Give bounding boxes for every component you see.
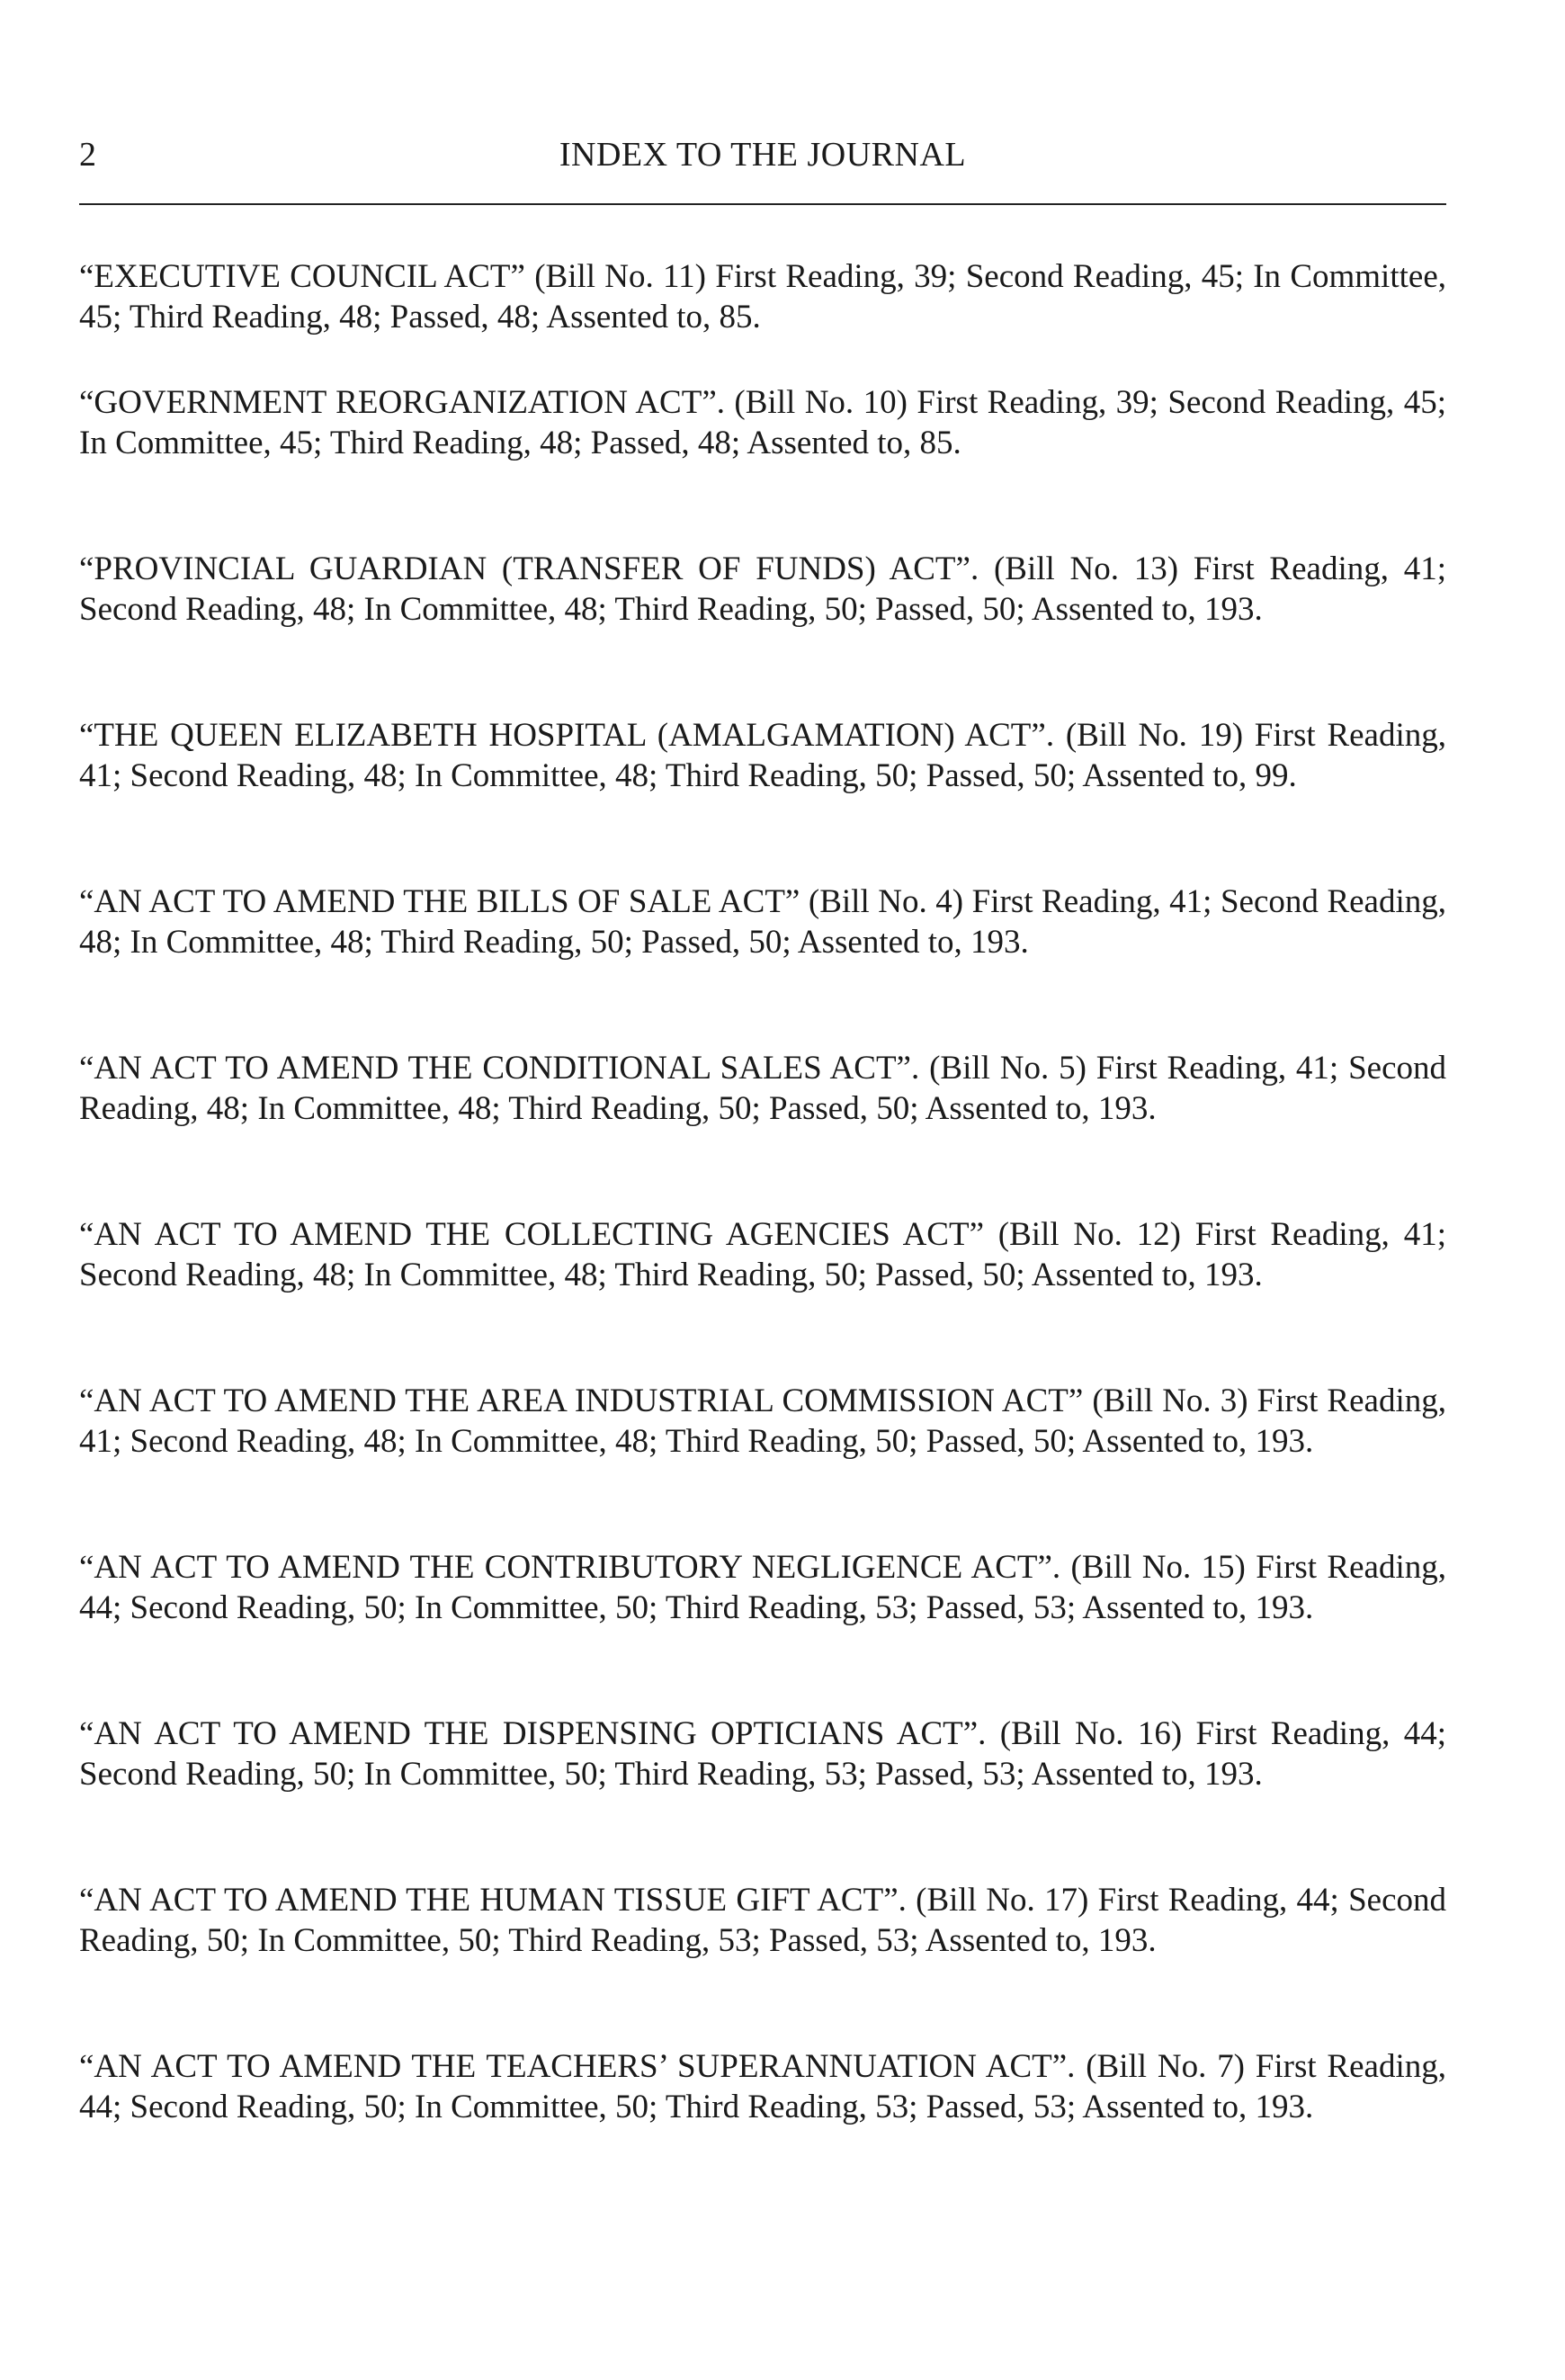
index-entry: “PROVINCIAL GUARDIAN (TRANSFER OF FUNDS) ACT”. (Bill No. 13) First Reading, 41; Second Reading, 48; In Committee, 48; Third Reading, 50; Passed, 50; Assented to, 193. (79, 550, 1446, 628)
index-entry: “AN ACT TO AMEND THE BILLS OF SALE ACT” (Bill No. 4) First Reading, 41; Second Reading, 48; In Committee, 48; Third Reading, 50; Passed, 50; Assented to, 193. (79, 883, 1446, 961)
index-entry: “AN ACT TO AMEND THE DISPENSING OPTICIANS ACT”. (Bill No. 16) First Reading, 44; Second Reading, 50; In Committee, 50; Third Reading, 53; Passed, 53; Assented to, 193. (79, 1715, 1446, 1793)
header-rule (79, 203, 1446, 205)
index-entry: “GOVERNMENT REORGANIZATION ACT”. (Bill No. 10) First Reading, 39; Second Reading, 45; In Committee, 45; Third Reading, 48; Passed, 48; Assented to, 85. (79, 384, 1446, 461)
index-entries (79, 256, 1446, 2213)
page-title: INDEX TO THE JOURNAL (559, 136, 967, 174)
index-entry: “EXECUTIVE COUNCIL ACT” (Bill No. 11) First Reading, 39; Second Reading, 45; In Committee, 45; Third Reading, 48; Passed, 48; Assented to, 85. (79, 258, 1446, 336)
page-header (79, 135, 1446, 189)
index-entry: “AN ACT TO AMEND THE CONTRIBUTORY NEGLIGENCE ACT”. (Bill No. 15) First Reading, 44; Second Reading, 50; In Committee, 50; Third Reading, 53; Passed, 53; Assented to, 193. (79, 1549, 1446, 1626)
index-entry: “AN ACT TO AMEND THE CONDITIONAL SALES ACT”. (Bill No. 5) First Reading, 41; Second Reading, 48; In Committee, 48; Third Reading, 50; Passed, 50; Assented to, 193. (79, 1050, 1446, 1127)
page-number: 2 (79, 136, 97, 174)
index-entry: “AN ACT TO AMEND THE TEACHERS’ SUPERANNUATION ACT”. (Bill No. 7) First Reading, 44; Second Reading, 50; In Committee, 50; Third Reading, 53; Passed, 53; Assented to, 193. (79, 2048, 1446, 2125)
journal-page (79, 135, 1446, 2125)
index-entry: “AN ACT TO AMEND THE AREA INDUSTRIAL COMMISSION ACT” (Bill No. 3) First Reading, 41; Second Reading, 48; In Committee, 48; Third Reading, 50; Passed, 50; Assented to, 193. (79, 1382, 1446, 1460)
index-entry: “AN ACT TO AMEND THE COLLECTING AGENCIES ACT” (Bill No. 12) First Reading, 41; Second Reading, 48; In Committee, 48; Third Reading, 50; Passed, 50; Assented to, 193. (79, 1216, 1446, 1293)
index-entry: “AN ACT TO AMEND THE HUMAN TISSUE GIFT ACT”. (Bill No. 17) First Reading, 44; Second Reading, 50; In Committee, 50; Third Reading, 53; Passed, 53; Assented to, 193. (79, 1882, 1446, 1959)
index-entry: “THE QUEEN ELIZABETH HOSPITAL (AMALGAMATION) ACT”. (Bill No. 19) First Reading, 41; Second Reading, 48; In Committee, 48; Third Reading, 50; Passed, 50; Assented to, 99. (79, 717, 1446, 794)
